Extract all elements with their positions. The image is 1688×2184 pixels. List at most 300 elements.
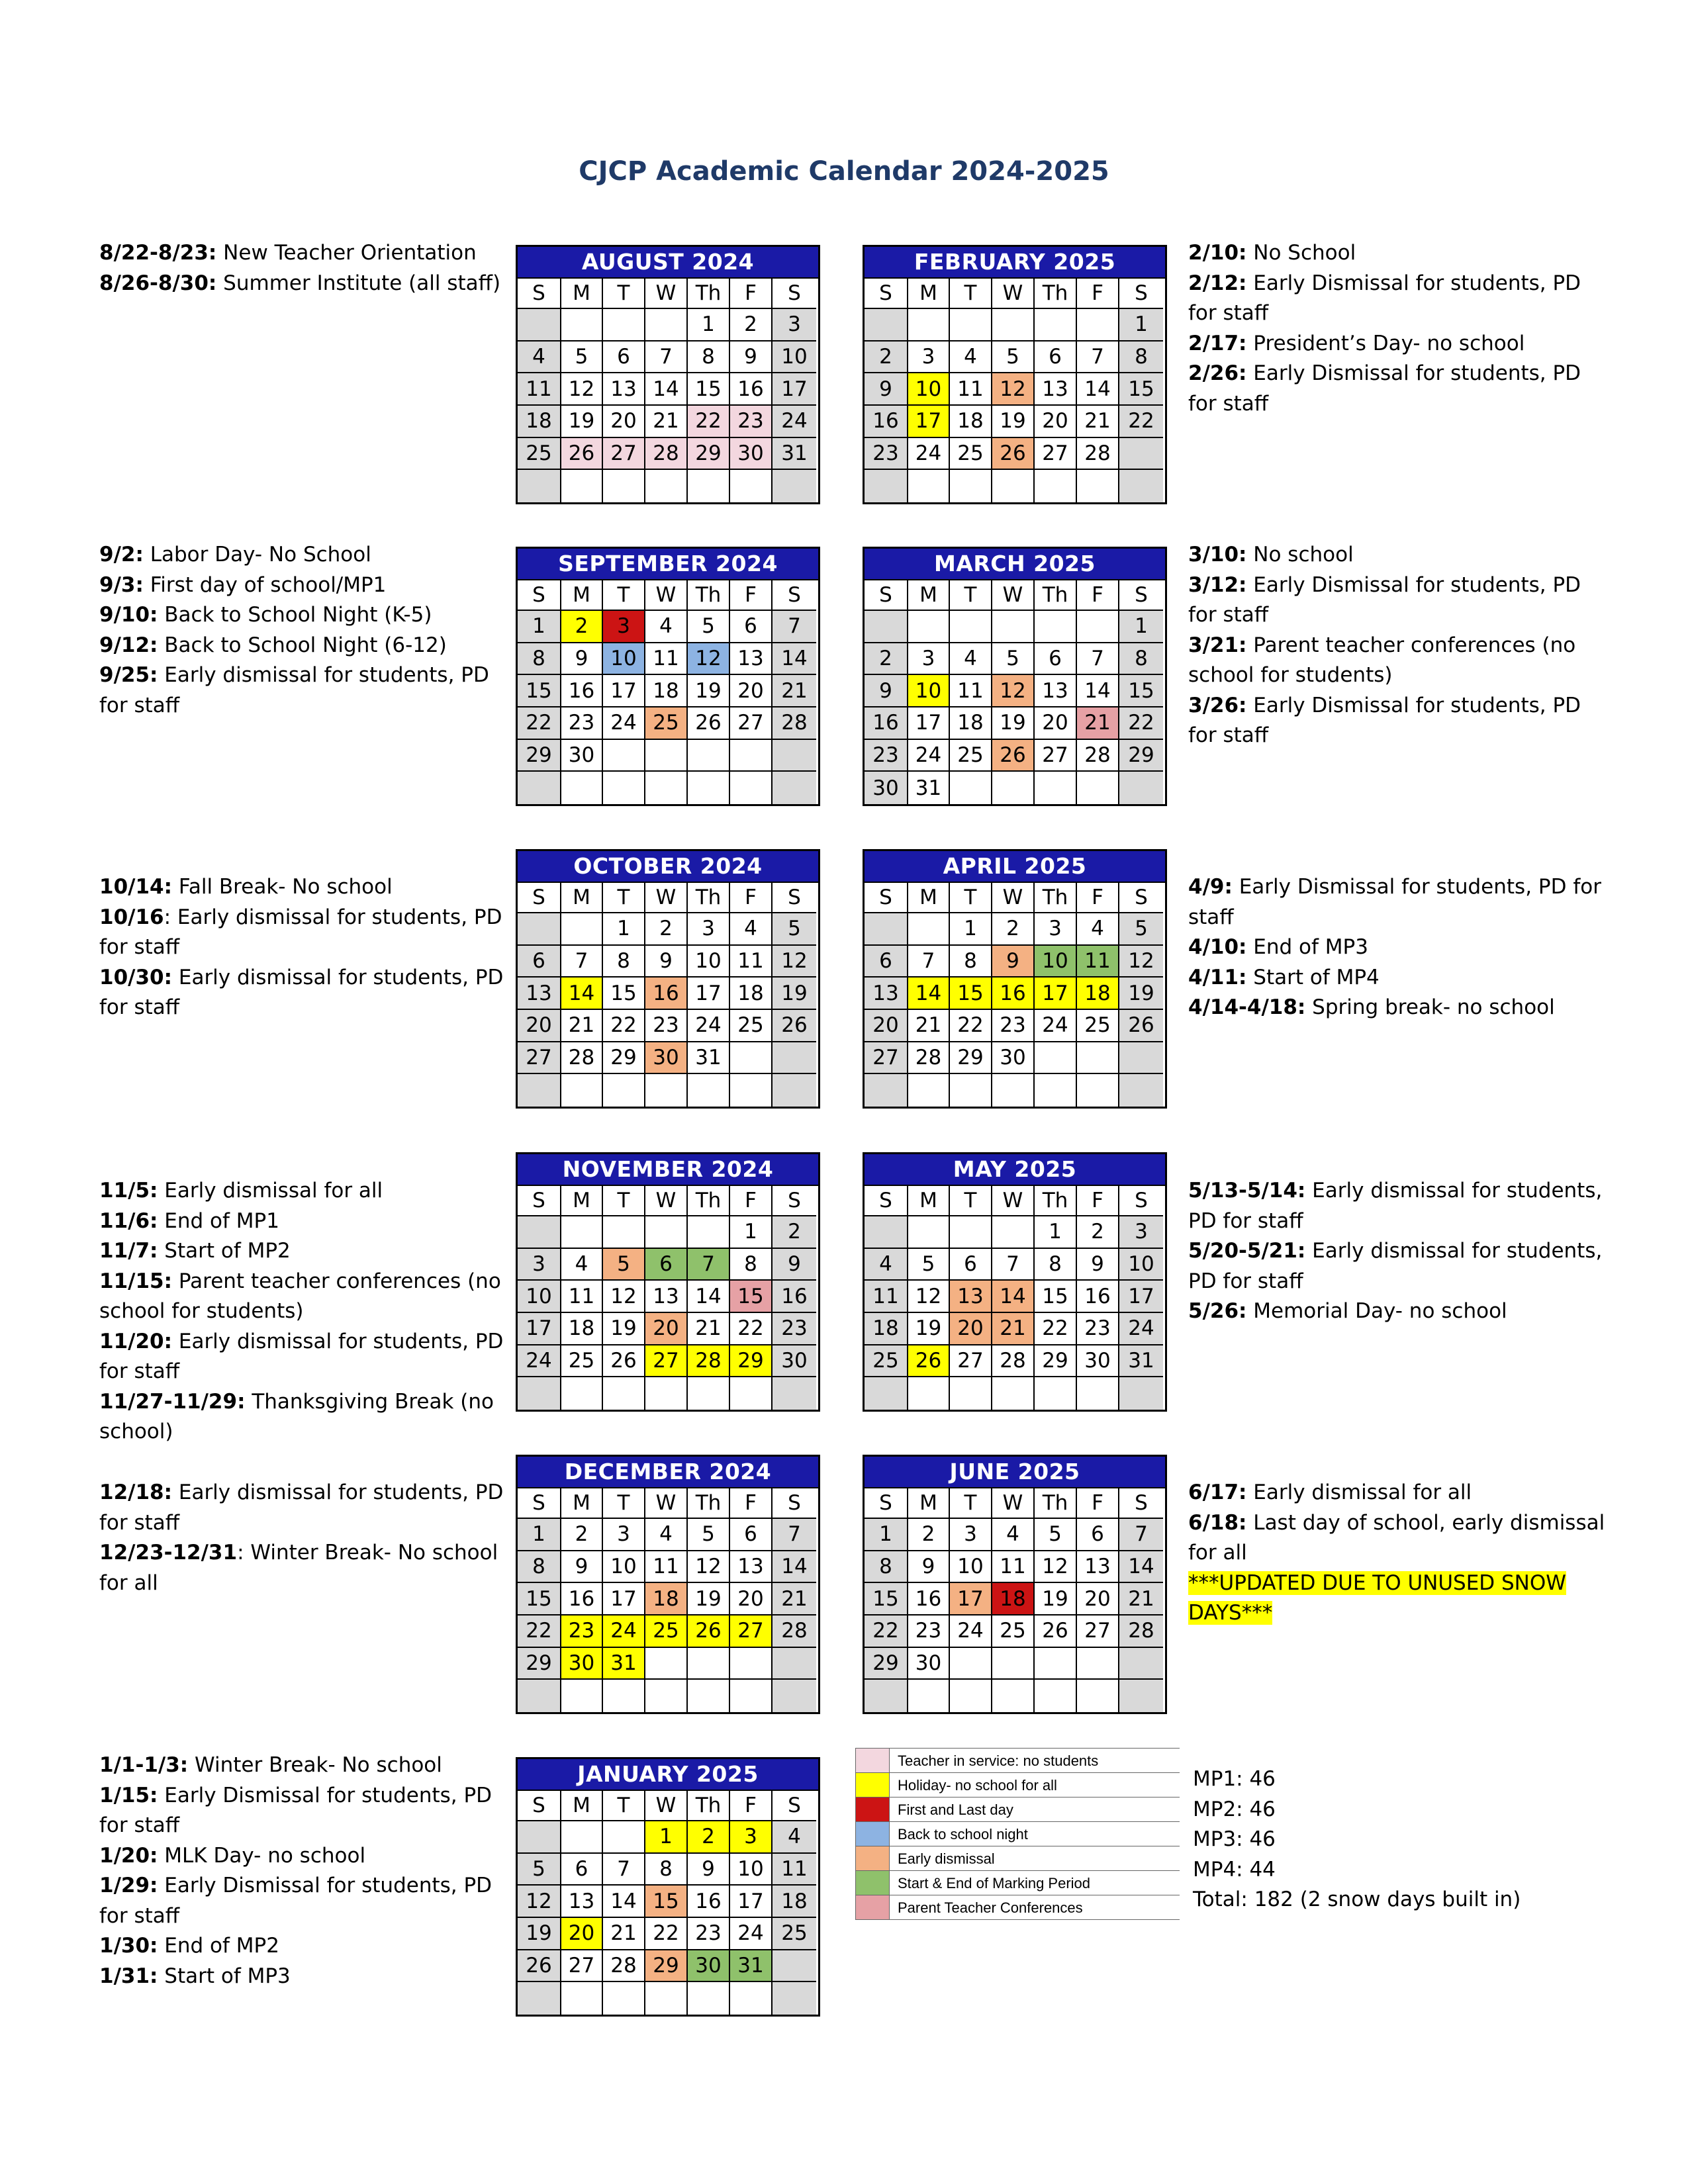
calendar-empty-cell [773, 740, 816, 772]
calendar-day-highlighted: 30 [688, 1950, 730, 1983]
calendar-day: 27 [1035, 740, 1077, 772]
calendar-day: 2 [645, 913, 688, 946]
legend-label: Early dismissal [898, 1850, 995, 1867]
calendar-day: 31 [688, 1042, 730, 1075]
note-line [99, 631, 489, 661]
weekday-header: M [908, 580, 950, 611]
calendar-day: 3 [908, 643, 950, 676]
calendar-day: 16 [561, 675, 603, 707]
calendar-day: 14 [1077, 373, 1119, 406]
calendar-day: 23 [773, 1313, 816, 1345]
calendar-day: 15 [1119, 675, 1163, 707]
calendar-day: 6 [865, 946, 908, 978]
calendar-month-title: AUGUST 2024 [518, 247, 818, 277]
marking-period-line: MP4: 44 [1193, 1857, 1276, 1882]
calendar-month-title: JANUARY 2025 [518, 1759, 818, 1790]
calendar-day-highlighted: 26 [992, 438, 1035, 471]
calendar-empty-cell [908, 1377, 950, 1410]
calendar-empty-cell [645, 1216, 688, 1249]
calendar-day: 24 [773, 406, 816, 438]
calendar-empty-cell [950, 309, 992, 341]
weekday-header: S [773, 883, 816, 913]
calendar-day: 5 [688, 611, 730, 643]
weekday-header: S [1119, 883, 1163, 913]
calendar-day: 9 [1077, 1249, 1119, 1281]
notes-april [1188, 872, 1601, 1023]
calendar-day: 15 [518, 1583, 561, 1615]
calendar-day: 17 [773, 373, 816, 406]
calendar-day-highlighted: 17 [908, 406, 950, 438]
calendar-empty-cell [603, 1377, 645, 1410]
calendar-day: 15 [688, 373, 730, 406]
calendar-day-highlighted: 17 [950, 1583, 992, 1615]
weekday-header: S [518, 1488, 561, 1519]
calendar-day: 6 [1035, 341, 1077, 374]
calendar-day-highlighted: 5 [603, 1249, 645, 1281]
calendar-day: 18 [518, 406, 561, 438]
calendar-day: 9 [908, 1551, 950, 1584]
note-line [99, 1751, 492, 1781]
note-date: 1/29: [99, 1874, 158, 1897]
calendar-day: 22 [865, 1615, 908, 1648]
calendar-empty-cell [645, 309, 688, 341]
calendar-day: 16 [773, 1281, 816, 1313]
weekday-header: M [908, 1186, 950, 1216]
calendar-day: 31 [1119, 1345, 1163, 1378]
calendar-day: 4 [773, 1821, 816, 1854]
note-date: 9/3: [99, 572, 144, 597]
weekday-header: M [561, 1791, 603, 1821]
weekday-header: S [518, 883, 561, 913]
note-line [99, 660, 489, 691]
weekday-header: T [950, 580, 992, 611]
calendar-day-highlighted: 10 [603, 643, 645, 676]
weekday-header: W [992, 883, 1035, 913]
note-line [99, 238, 500, 269]
calendar-empty-cell [1119, 1377, 1163, 1410]
marking-period-line: MP1: 46 [1193, 1767, 1276, 1791]
calendar-day: 22 [730, 1313, 773, 1345]
calendar-day: 27 [561, 1950, 603, 1983]
calendar-day-highlighted: 13 [950, 1281, 992, 1313]
note-date: 5/20-5/21: [1188, 1239, 1306, 1263]
note-text: Early Dismissal for students, PD [158, 1783, 492, 1807]
calendar-day: 29 [1119, 740, 1163, 772]
note-date: 1/31: [99, 1964, 158, 1988]
calendar-day: 29 [603, 1042, 645, 1075]
note-date: 4/14-4/18: [1188, 995, 1306, 1019]
calendar-empty-cell [561, 1216, 603, 1249]
note-line [99, 963, 503, 993]
calendar-day: 30 [992, 1042, 1035, 1075]
calendar-day: 7 [561, 946, 603, 978]
calendar-day: 28 [561, 1042, 603, 1075]
weekday-header: W [992, 580, 1035, 611]
calendar-day: 25 [865, 1345, 908, 1378]
note-date: 5/13-5/14: [1188, 1179, 1306, 1203]
calendar-empty-cell [518, 1074, 561, 1107]
calendar-empty-cell [1119, 772, 1163, 804]
weekday-header: T [603, 279, 645, 309]
note-date: 1/30: [99, 1934, 158, 1958]
calendar-day: 19 [1035, 1583, 1077, 1615]
note-line [1188, 359, 1581, 389]
calendar-empty-cell [561, 309, 603, 341]
note-text: for staff [99, 995, 180, 1019]
calendar-empty-cell [518, 1821, 561, 1854]
calendar-month-title: APRIL 2025 [865, 851, 1165, 882]
note-line [99, 1962, 492, 1992]
calendar-day-highlighted: 15 [950, 978, 992, 1010]
calendar-empty-cell [992, 309, 1035, 341]
note-text: Memorial Day- no school [1246, 1299, 1507, 1323]
note-line [99, 1841, 492, 1872]
legend-swatch [855, 1871, 890, 1895]
calendar-month-title: MAY 2025 [865, 1154, 1165, 1185]
weekday-header: M [561, 580, 603, 611]
calendar-day: 27 [1035, 438, 1077, 471]
calendar-day: 17 [1119, 1281, 1163, 1313]
calendar-day: 29 [950, 1042, 992, 1075]
weekday-header: W [992, 1488, 1035, 1519]
note-text: Early dismissal for students, PD [172, 1329, 504, 1353]
note-text: school) [99, 1420, 173, 1443]
calendar-day: 4 [518, 341, 561, 374]
calendar-empty-cell [1035, 1377, 1077, 1410]
calendar-day: 29 [518, 740, 561, 772]
calendar-day: 11 [645, 643, 688, 676]
calendar-empty-cell [1077, 611, 1119, 643]
weekday-header: M [561, 279, 603, 309]
calendar-day-highlighted: 29 [688, 438, 730, 471]
calendar-empty-cell [1077, 1377, 1119, 1410]
calendar-day-highlighted: 2 [688, 1821, 730, 1854]
notes-october [99, 872, 503, 1023]
note-line [1188, 1478, 1605, 1508]
calendar-empty-cell [688, 1680, 730, 1712]
note-text: Early dismissal for students, [1305, 1239, 1603, 1263]
calendar-empty-cell [1035, 772, 1077, 804]
calendar-empty-cell [865, 470, 908, 502]
note-text: Early dismissal for students, PD [172, 1480, 504, 1504]
calendar-day-highlighted: 22 [688, 406, 730, 438]
weekday-header: F [1077, 1488, 1119, 1519]
calendar-empty-cell [561, 772, 603, 804]
note-line [99, 1297, 503, 1327]
note-line [99, 1781, 492, 1811]
calendar-empty-cell [992, 772, 1035, 804]
calendar-day: 10 [730, 1854, 773, 1886]
weekday-header: Th [688, 1186, 730, 1216]
calendar-empty-cell [1035, 1680, 1077, 1712]
calendar-day: 24 [518, 1345, 561, 1378]
note-text: Early dismissal for all [1246, 1480, 1472, 1504]
calendar-day-highlighted: 12 [992, 675, 1035, 707]
calendar-day: 9 [688, 1854, 730, 1886]
calendar-empty-cell [773, 1377, 816, 1410]
calendar-day-highlighted: 28 [688, 1345, 730, 1378]
calendar-day: 20 [1035, 707, 1077, 740]
weekday-header: S [1119, 1488, 1163, 1519]
calendar-empty-cell [730, 1042, 773, 1075]
weekday-header: S [1119, 279, 1163, 309]
calendar-empty-cell [688, 772, 730, 804]
weekday-header: M [561, 883, 603, 913]
calendar-day: 19 [603, 1313, 645, 1345]
calendar-month-title: MARCH 2025 [865, 549, 1165, 579]
calendar-day: 24 [603, 707, 645, 740]
calendar-day: 31 [773, 438, 816, 471]
calendar-empty-cell [730, 1377, 773, 1410]
calendar-day: 22 [645, 1918, 688, 1950]
calendar-day: 24 [688, 1010, 730, 1042]
weekday-header: Th [688, 883, 730, 913]
weekday-header: W [645, 883, 688, 913]
note-date: 1/1-1/3: [99, 1753, 189, 1777]
calendar-empty-cell [1077, 470, 1119, 502]
calendar-day: 12 [1119, 946, 1163, 978]
calendar-day: 8 [1035, 1249, 1077, 1281]
calendar-month-title: DECEMBER 2024 [518, 1457, 818, 1487]
weekday-header: S [773, 1791, 816, 1821]
note-line [99, 1387, 503, 1418]
calendar-day: 20 [865, 1010, 908, 1042]
calendar-day: 15 [603, 978, 645, 1010]
calendar-day: 12 [518, 1886, 561, 1918]
calendar-empty-cell [992, 470, 1035, 502]
calendar-day: 6 [950, 1249, 992, 1281]
notes-december [99, 1478, 503, 1598]
calendar-day: 26 [688, 707, 730, 740]
weekday-header: F [730, 1488, 773, 1519]
calendar-empty-cell [645, 772, 688, 804]
calendar-month-title: SEPTEMBER 2024 [518, 549, 818, 579]
note-date: 9/25: [99, 663, 158, 687]
calendar-day: 16 [865, 707, 908, 740]
calendar-day: 18 [865, 1313, 908, 1345]
calendar-day-highlighted: 29 [730, 1345, 773, 1378]
calendar-empty-cell [518, 309, 561, 341]
weekday-header: F [730, 279, 773, 309]
calendar-empty-cell [603, 1982, 645, 2015]
calendar-day: 12 [561, 373, 603, 406]
calendar-day: 2 [865, 643, 908, 676]
calendar-day-highlighted: 20 [561, 1918, 603, 1950]
weekday-header: F [1077, 279, 1119, 309]
calendar-month-title: JUNE 2025 [865, 1457, 1165, 1487]
calendar-day-highlighted: 29 [645, 1950, 688, 1983]
legend-swatch [855, 1773, 890, 1797]
calendar-day: 6 [1035, 643, 1077, 676]
legend-swatch [855, 1749, 890, 1772]
calendar-empty-cell [865, 913, 908, 946]
calendar-day-highlighted: 24 [603, 1615, 645, 1648]
calendar-day: 30 [1077, 1345, 1119, 1378]
note-line [1188, 389, 1581, 420]
calendar-day: 24 [908, 740, 950, 772]
calendar-day: 9 [865, 373, 908, 406]
note-text: Labor Day- No School [143, 543, 371, 567]
weekday-header: F [1077, 883, 1119, 913]
calendar-day: 2 [730, 309, 773, 341]
calendar-day: 21 [561, 1010, 603, 1042]
calendar-day-highlighted: 7 [688, 1249, 730, 1281]
notes-may [1188, 1176, 1602, 1327]
calendar-day: 4 [645, 1519, 688, 1551]
weekday-header: M [908, 1488, 950, 1519]
notes-september [99, 540, 489, 721]
calendar-day: 27 [865, 1042, 908, 1075]
calendar-day-highlighted: 12 [688, 643, 730, 676]
note-date: 11/27-11/29: [99, 1389, 246, 1414]
note-text: PD for staff [1188, 1269, 1303, 1293]
calendar-empty-cell [603, 470, 645, 502]
note-text: First day of school/MP1 [143, 572, 387, 597]
calendar-empty-cell [1119, 438, 1163, 471]
calendar-day: 25 [773, 1918, 816, 1950]
calendar-empty-cell [773, 1042, 816, 1075]
note-line [99, 1871, 492, 1901]
weekday-header: W [992, 279, 1035, 309]
note-text: for staff [99, 1903, 180, 1928]
calendar-day: 18 [645, 675, 688, 707]
calendar-empty-cell [908, 913, 950, 946]
legend-row [855, 1870, 1180, 1895]
calendar-day: 1 [950, 913, 992, 946]
calendar-day: 21 [773, 675, 816, 707]
calendar-empty-cell [688, 1648, 730, 1680]
calendar-day: 13 [603, 373, 645, 406]
calendar-day: 10 [603, 1551, 645, 1584]
note-line [99, 570, 489, 601]
calendar-empty-cell [908, 1680, 950, 1712]
note-date: 3/12: [1188, 572, 1247, 597]
calendar-day-highlighted: 18 [645, 1583, 688, 1615]
calendar-day: 15 [865, 1583, 908, 1615]
calendar-day: 29 [865, 1648, 908, 1680]
calendar-day: 11 [950, 373, 992, 406]
calendar-empty-cell [603, 1680, 645, 1712]
marking-period-line: Total: 182 (2 snow days built in) [1193, 1888, 1521, 1911]
calendar-day: 3 [1035, 913, 1077, 946]
calendar-day: 30 [561, 740, 603, 772]
calendar-day: 7 [645, 341, 688, 374]
calendar-day: 6 [1077, 1519, 1119, 1551]
calendar-day: 29 [518, 1648, 561, 1680]
calendar-day: 3 [908, 341, 950, 374]
note-text: : Early dismissal for students, PD [164, 905, 502, 929]
calendar-day: 30 [865, 772, 908, 804]
weekday-header: M [561, 1488, 603, 1519]
calendar-may-2025 [863, 1152, 1167, 1412]
calendar-day-highlighted: 31 [603, 1648, 645, 1680]
calendar-day: 2 [561, 1519, 603, 1551]
note-line [1188, 691, 1581, 721]
calendar-day: 9 [645, 946, 688, 978]
calendar-empty-cell [865, 611, 908, 643]
calendar-empty-cell [688, 740, 730, 772]
calendar-day: 24 [950, 1615, 992, 1648]
calendar-day: 22 [1035, 1313, 1077, 1345]
calendar-empty-cell [1035, 309, 1077, 341]
calendar-day: 13 [1035, 373, 1077, 406]
calendar-day: 1 [603, 913, 645, 946]
calendar-day-highlighted: 31 [730, 1950, 773, 1983]
calendar-february-2025 [863, 245, 1167, 504]
calendar-empty-cell [730, 1680, 773, 1712]
note-date: 2/10: [1188, 241, 1247, 265]
calendar-day: 11 [773, 1854, 816, 1886]
calendar-day: 22 [518, 1615, 561, 1648]
calendar-day: 5 [773, 913, 816, 946]
marking-period-totals [1193, 1764, 1521, 1915]
note-text: Early dismissal for students, PD [158, 663, 489, 687]
note-line [99, 1236, 503, 1267]
calendar-day-highlighted: 26 [908, 1345, 950, 1378]
calendar-day: 10 [1119, 1249, 1163, 1281]
calendar-day: 17 [518, 1313, 561, 1345]
legend-label: Teacher in service: no students [898, 1752, 1099, 1769]
legend-label: Back to school night [898, 1826, 1028, 1843]
calendar-empty-cell [645, 740, 688, 772]
calendar-day-highlighted: 16 [992, 978, 1035, 1010]
calendar-day: 23 [645, 1010, 688, 1042]
calendar-day: 19 [908, 1313, 950, 1345]
note-text: for all [1188, 1541, 1247, 1565]
calendar-day: 7 [773, 1519, 816, 1551]
calendar-day-highlighted: 10 [908, 373, 950, 406]
calendar-day: 30 [908, 1648, 950, 1680]
note-line [1188, 933, 1601, 963]
calendar-day: 4 [1077, 913, 1119, 946]
calendar-day: 23 [908, 1615, 950, 1648]
notes-august [99, 238, 500, 298]
note-line [99, 1931, 492, 1962]
calendar-day: 4 [561, 1249, 603, 1281]
weekday-header: W [645, 1488, 688, 1519]
note-date: 5/26: [1188, 1299, 1247, 1323]
calendar-day: 7 [992, 1249, 1035, 1281]
legend-label: Start & End of Marking Period [898, 1875, 1091, 1891]
weekday-header: S [773, 1488, 816, 1519]
calendar-empty-cell [561, 913, 603, 946]
calendar-day: 25 [561, 1345, 603, 1378]
note-date: 4/9: [1188, 875, 1233, 899]
calendar-empty-cell [992, 1648, 1035, 1680]
calendar-day: 13 [1077, 1551, 1119, 1584]
note-date: 2/26: [1188, 361, 1247, 385]
calendar-day: 19 [688, 675, 730, 707]
note-line [1188, 1538, 1605, 1569]
calendar-empty-cell [518, 1982, 561, 2015]
note-text: Early Dismissal for students, PD [1246, 693, 1581, 717]
calendar-day-highlighted: 18 [992, 1583, 1035, 1615]
calendar-day: 14 [1119, 1551, 1163, 1584]
note-text: for staff [99, 693, 180, 717]
calendar-day: 6 [561, 1854, 603, 1886]
note-line [1188, 1176, 1602, 1206]
calendar-empty-cell [1035, 1074, 1077, 1107]
note-date: 9/2: [99, 543, 144, 567]
calendar-day: 7 [1077, 643, 1119, 676]
calendar-day: 16 [1077, 1281, 1119, 1313]
note-text: Early Dismissal for students, PD for [1232, 875, 1601, 899]
calendar-day: 19 [688, 1583, 730, 1615]
calendar-empty-cell [561, 1680, 603, 1712]
calendar-empty-cell [561, 1377, 603, 1410]
calendar-day-highlighted: 28 [645, 438, 688, 471]
note-text: Early Dismissal for students, PD [1246, 572, 1581, 597]
